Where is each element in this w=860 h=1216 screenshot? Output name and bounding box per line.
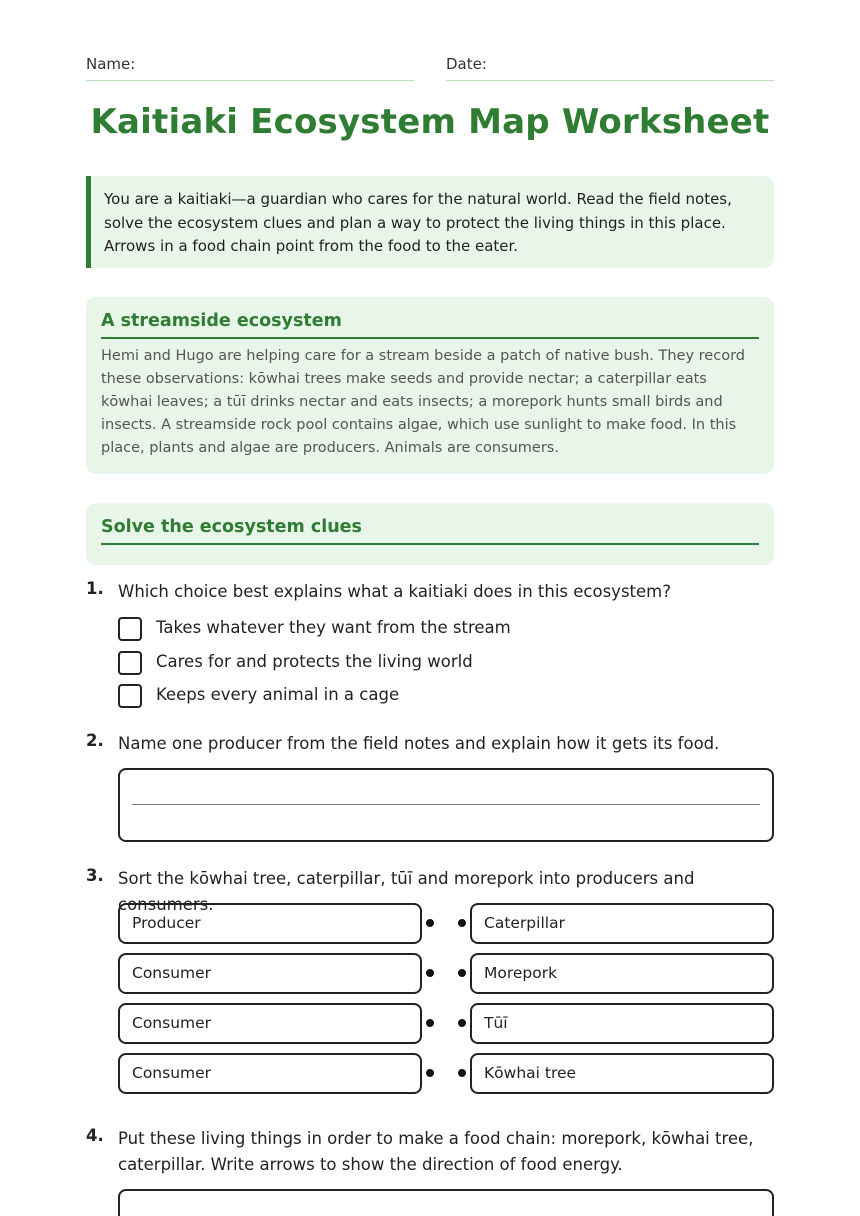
match-left-item[interactable]: Consumer (118, 1053, 422, 1094)
match-dot[interactable] (426, 969, 434, 977)
match-dot[interactable] (426, 1019, 434, 1027)
ecosystem-panel (86, 297, 774, 474)
question-number: 2. (86, 731, 104, 750)
question-number: 3. (86, 866, 104, 885)
match-right-item[interactable]: Tūī (470, 1003, 774, 1044)
match-dot[interactable] (458, 919, 466, 927)
match-dot[interactable] (458, 969, 466, 977)
answer-box-2[interactable] (118, 768, 774, 842)
ecosystem-text: Hemi and Hugo are helping care for a stream beside a patch of native bush. They record these observations: kōwhai trees make seeds and provide nectar; a caterpillar eats kōwhai leaves; a tūī drinks nectar and eats insects; a morepork hunts small birds and insects. A streamside rock pool contains algae, which use sunlight to make food. In this place, plants and algae are producers. Animals are consumers. (101, 348, 745, 456)
option-label: Keeps every animal in a cage (156, 685, 400, 704)
clues-panel (86, 503, 774, 565)
match-right-item[interactable]: Caterpillar (470, 903, 774, 944)
question-text: Name one producer from the field notes and explain how it gets its food. (118, 734, 720, 753)
worksheet-title: Kaitiaki Ecosystem Map Worksheet (90, 102, 770, 142)
clues-heading: Solve the ecosystem clues (101, 503, 759, 545)
match-dot[interactable] (426, 919, 434, 927)
match-right-item[interactable]: Kōwhai tree (470, 1053, 774, 1094)
option-label: Takes whatever they want from the stream (156, 618, 511, 637)
question-number: 1. (86, 579, 104, 598)
name-label: Name: (86, 55, 136, 73)
answer-box-4[interactable] (118, 1189, 774, 1216)
match-dot[interactable] (458, 1069, 466, 1077)
match-dot[interactable] (426, 1069, 434, 1077)
match-right-item[interactable]: Morepork (470, 953, 774, 994)
ecosystem-heading: A streamside ecosystem (101, 297, 759, 339)
match-left-item[interactable]: Consumer (118, 953, 422, 994)
question-text: Put these living things in order to make a food chain: morepork, kōwhai tree, caterpillar. Write arrows to show the direction of food energy. (118, 1129, 754, 1174)
name-field[interactable] (86, 54, 414, 81)
checkbox[interactable] (118, 684, 142, 708)
question-number: 4. (86, 1126, 104, 1145)
date-field[interactable] (446, 54, 774, 81)
checkbox[interactable] (118, 651, 142, 675)
match-left-item[interactable]: Producer (118, 903, 422, 944)
match-left-item[interactable]: Consumer (118, 1003, 422, 1044)
checkbox[interactable] (118, 617, 142, 641)
question-text: Which choice best explains what a kaitiaki does in this ecosystem? (118, 582, 671, 601)
question-text: Sort the kōwhai tree, caterpillar, tūī and morepork into producers and consumers. (118, 869, 695, 914)
match-dot[interactable] (458, 1019, 466, 1027)
date-label: Date: (446, 55, 487, 73)
intro-callout: You are a kaitiaki—a guardian who cares for the natural world. Read the field notes, solve the ecosystem clues and plan a way to protect the living things in this place. Arrows in a food chain point from the food to the eater. (86, 176, 774, 268)
option-label: Cares for and protects the living world (156, 652, 473, 671)
answer-line (132, 804, 760, 805)
